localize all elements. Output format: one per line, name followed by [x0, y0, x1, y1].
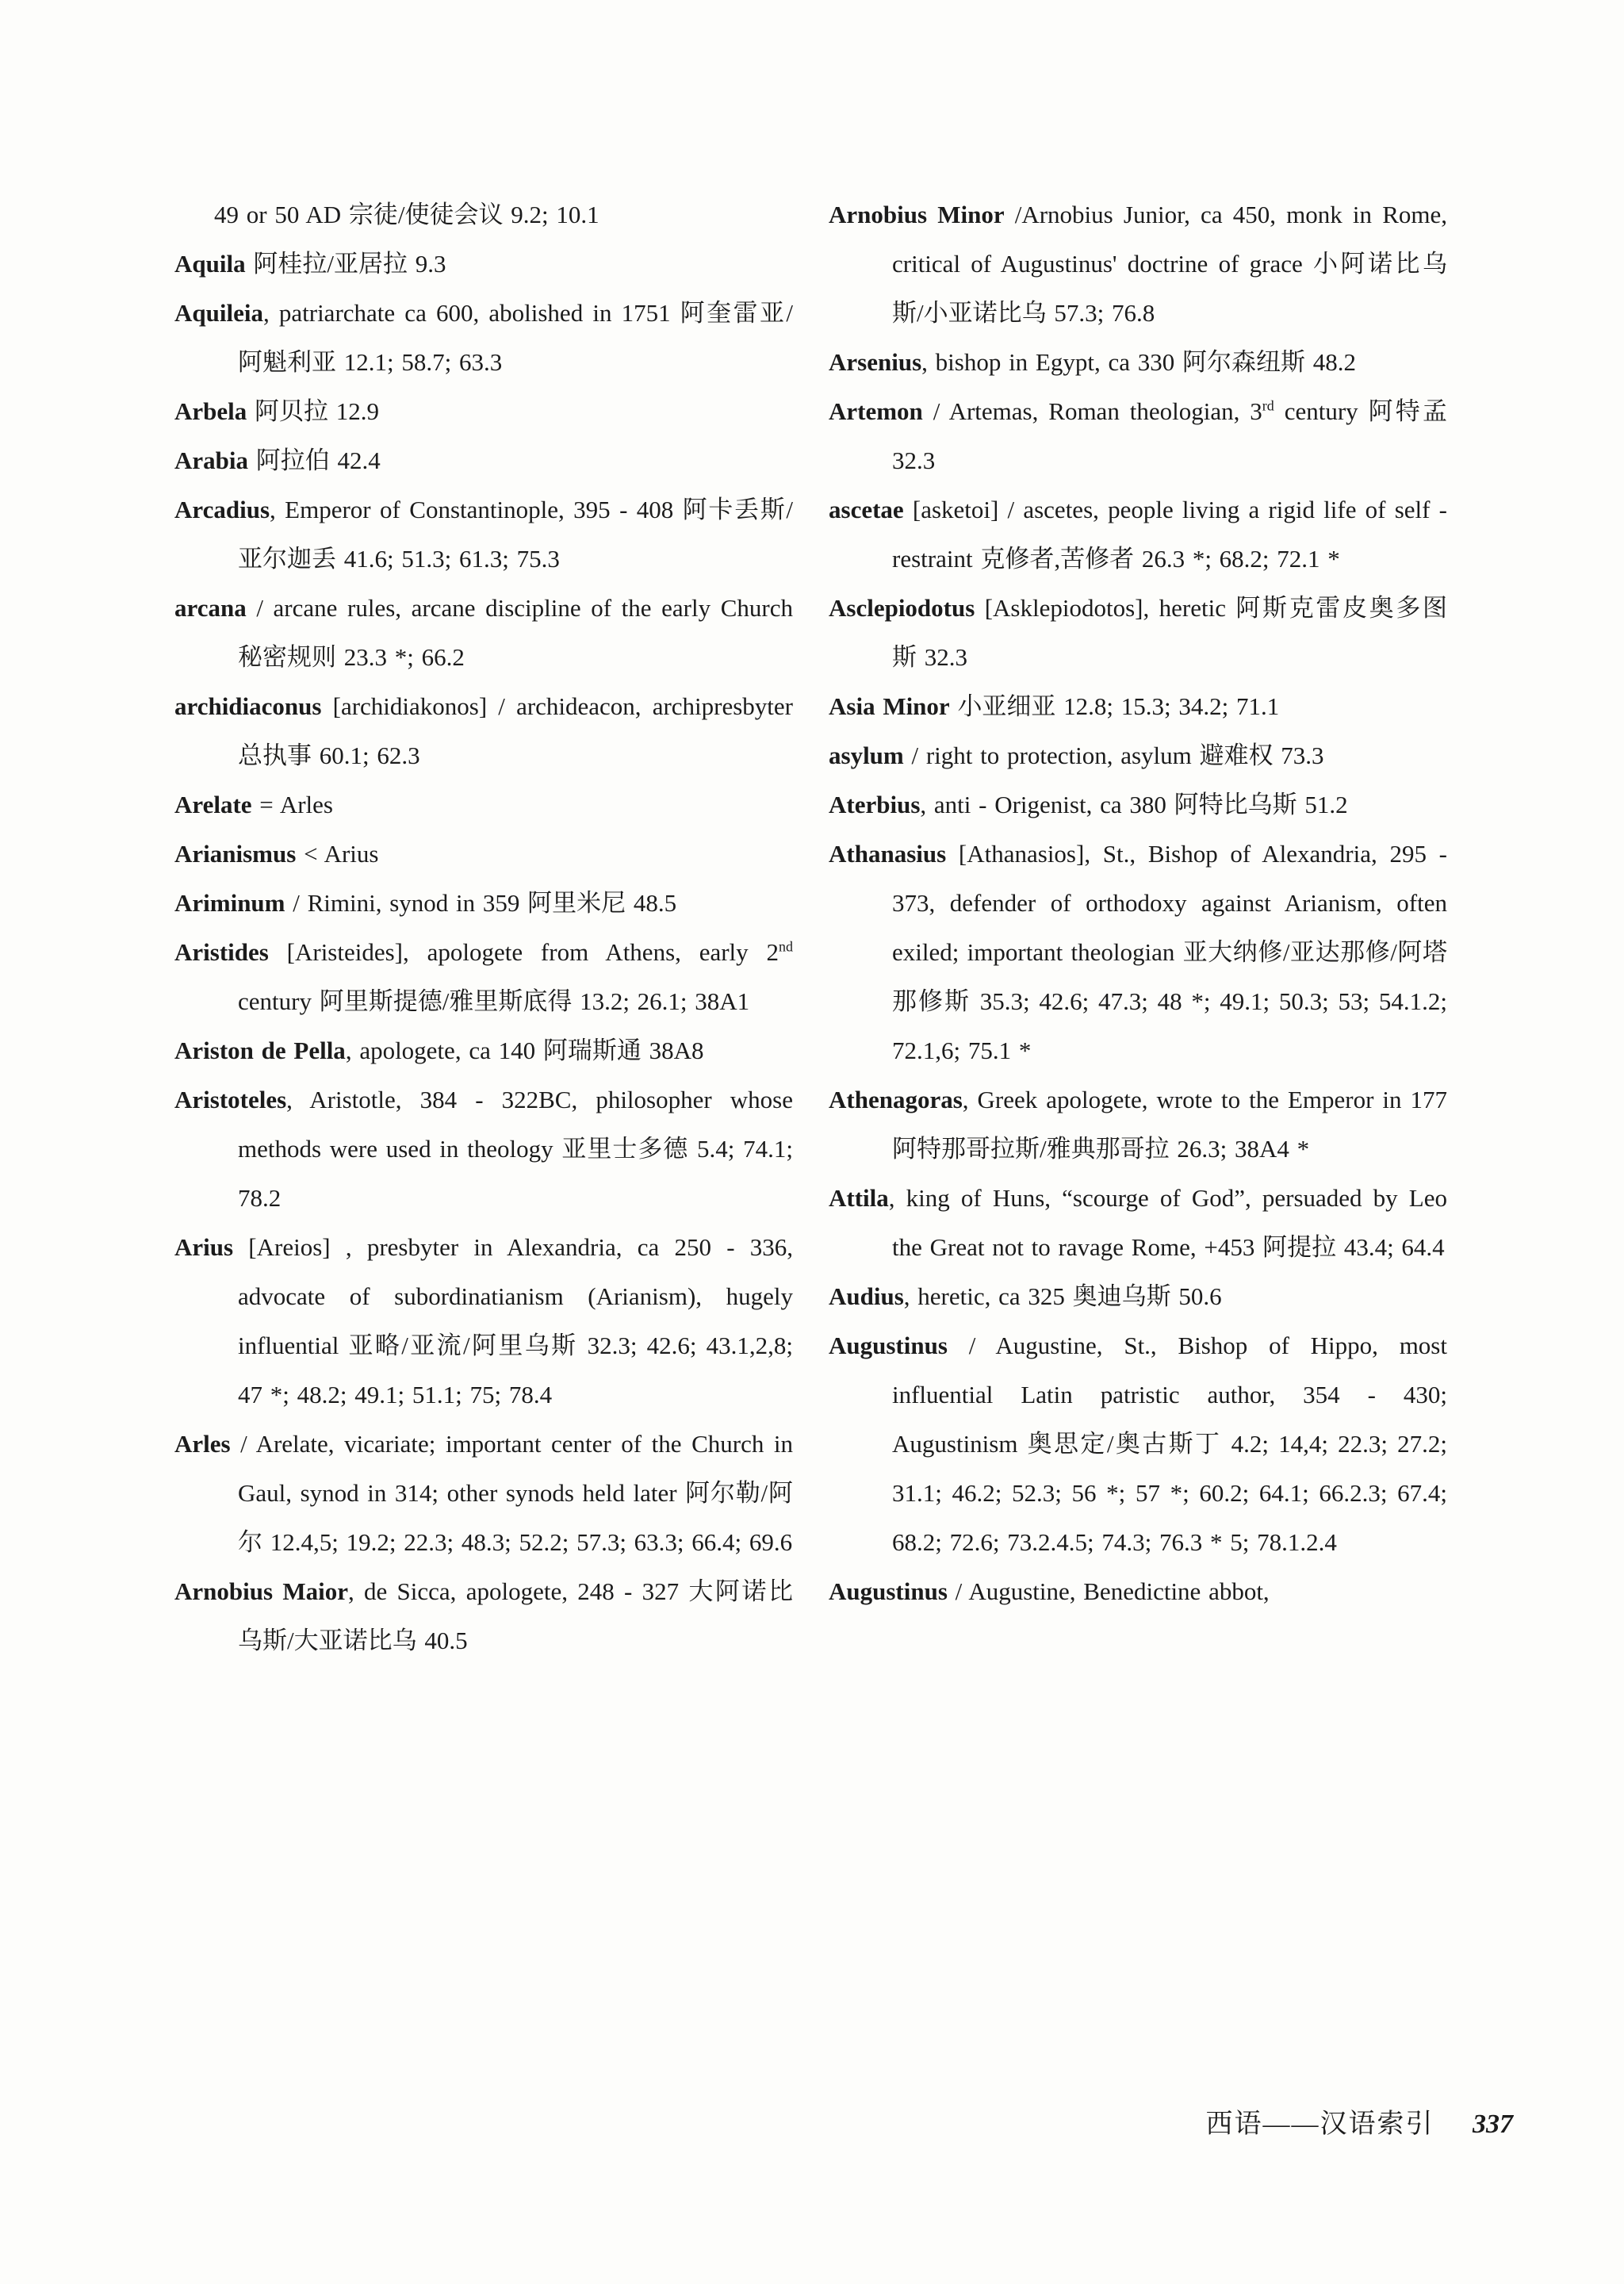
- index-entry-text: 阿贝拉 12.9: [247, 397, 380, 425]
- index-column-right: [829, 190, 1447, 1616]
- index-entry: [174, 1420, 793, 1567]
- index-headword: Ariston de Pella: [174, 1037, 346, 1064]
- page-number: 337: [1473, 2110, 1513, 2139]
- index-entry: [174, 1026, 793, 1075]
- index-entry: [829, 682, 1447, 731]
- index-entry: [174, 1075, 793, 1223]
- index-entry-text: 49 or 50 AD 宗徒/使徒会议 9.2; 10.1: [214, 201, 599, 228]
- index-headword: Aristides: [174, 938, 269, 966]
- index-entry-text: [archidiakonos] / archideacon, archipresbyter 总执事 60.1; 62.3: [238, 692, 793, 769]
- index-entry-text: / Rimini, synod in 359 阿里米尼 48.5: [285, 889, 677, 917]
- index-entry: [829, 1321, 1447, 1567]
- index-entry-text: , heretic, ca 325 奥迪乌斯 50.6: [903, 1282, 1222, 1310]
- index-headword: Artemon: [829, 397, 923, 425]
- index-headword: Arsenius: [829, 348, 922, 376]
- index-entry-text: [Athanasios], St., Bishop of Alexandria, 295 - 373, defender of orthodoxy against Arianism, often exiled; important theologian 亚大纳修/亚达那修/阿塔那修斯 35.3; 42.6; 47.3; 48 *; 49.1; 50.3; 53; 54.1.2; 72.1,6; 75.1 *: [892, 840, 1447, 1064]
- index-entry-text: / Augustine, St., Bishop of Hippo, most influential Latin patristic author, 354 - 430; Augustinism 奥思定/奥古斯丁 4.2; 14,4; 22.3; 27.2; 31.1; 46.2; 52.3; 56 *; 57 *; 60.2; 64.1; 66.2.3; 67.4; 68.2; 72.6; 73.2.4.5; 74.3; 76.3 * 5; 78.1.2.4: [892, 1332, 1447, 1556]
- index-headword: arcana: [174, 594, 247, 622]
- index-headword: Arius: [174, 1233, 234, 1261]
- index-headword: Audius: [829, 1282, 904, 1310]
- index-entry: [829, 190, 1447, 338]
- ordinal-superscript: rd: [1262, 397, 1274, 414]
- index-entry: [174, 387, 793, 436]
- index-entry-text: [Asklepiodotos], heretic 阿斯克雷皮奥多图斯 32.3: [892, 594, 1447, 671]
- index-headword: Arelate: [174, 791, 252, 818]
- running-footer-title: 西语——汉语索引: [1205, 2110, 1434, 2139]
- index-entry-text: / right to protection, asylum 避难权 73.3: [903, 742, 1324, 769]
- index-headword: Arbela: [174, 397, 247, 425]
- index-entry: [829, 731, 1447, 780]
- index-headword: ascetae: [829, 496, 904, 523]
- index-entry-text: , Emperor of Constantinople, 395 - 408 阿卡丢斯/亚尔迦丢 41.6; 51.3; 61.3; 75.3: [238, 496, 793, 573]
- index-entry: [174, 682, 793, 780]
- index-entry: [829, 830, 1447, 1075]
- index-headword: Arabia: [174, 446, 248, 474]
- index-entry-text: , anti - Origenist, ca 380 阿特比乌斯 51.2: [920, 791, 1348, 818]
- index-entry: [829, 584, 1447, 682]
- index-entry: [174, 289, 793, 387]
- index-entry-text: / Augustine, Benedictine abbot,: [947, 1577, 1270, 1605]
- index-entry: [829, 485, 1447, 584]
- index-headword: asylum: [829, 742, 904, 769]
- index-entry-text: , bishop in Egypt, ca 330 阿尔森纽斯 48.2: [921, 348, 1356, 376]
- index-headword: Arianismus: [174, 840, 297, 868]
- index-headword: Attila: [829, 1184, 889, 1212]
- index-entry-text: , king of Huns, “scourge of God”, persuaded by Leo the Great not to ravage Rome, +453 阿提拉 43.4; 64.4: [888, 1184, 1447, 1261]
- index-entry-text: / Artemas, Roman theologian, 3: [922, 397, 1262, 425]
- index-entry-text: = Arles: [251, 791, 333, 818]
- index-entry-text: /Arnobius Junior, ca 450, monk in Rome, critical of Augustinus' doctrine of grace 小阿诺比乌斯/小亚诺比乌 57.3; 76.8: [892, 201, 1447, 327]
- index-entry-text: , de Sicca, apologete, 248 - 327 大阿诺比乌斯/大亚诺比乌 40.5: [238, 1577, 793, 1654]
- index-entry: [174, 1567, 793, 1665]
- index-entry-text: / Arelate, vicariate; important center of the Church in Gaul, synod in 314; other synods held later 阿尔勒/阿尔 12.4,5; 19.2; 22.3; 48.3; 52.2; 57.3; 63.3; 66.4; 69.6: [230, 1430, 793, 1556]
- index-entry: [174, 584, 793, 682]
- index-entry-text: 阿拉伯 42.4: [248, 446, 381, 474]
- index-headword: Aquileia: [174, 299, 263, 327]
- index-entry-text: 小亚细亚 12.8; 15.3; 34.2; 71.1: [949, 692, 1280, 720]
- index-entry-text: , apologete, ca 140 阿瑞斯通 38A8: [345, 1037, 704, 1064]
- index-entry: [174, 190, 793, 240]
- index-entry-text: [asketoi] / ascetes, people living a rigid life of self - restraint 克修者,苦修者 26.3 *; 68.2; 72.1 *: [892, 496, 1447, 573]
- ordinal-superscript: nd: [779, 938, 793, 955]
- index-entry: [174, 436, 793, 485]
- index-column-left: [174, 190, 793, 1665]
- index-entry-text: , Aristotle, 384 - 322BC, philosopher whose methods were used in theology 亚里士多德 5.4; 74.1; 78.2: [238, 1086, 793, 1212]
- index-entry: [829, 387, 1447, 485]
- index-entry-text: , patriarchate ca 600, abolished in 1751 阿奎雷亚/阿魁利亚 12.1; 58.7; 63.3: [238, 299, 793, 376]
- index-entry: [174, 240, 793, 289]
- index-headword: Arnobius Minor: [829, 201, 1005, 228]
- index-entry-text: 阿桂拉/亚居拉 9.3: [245, 250, 446, 278]
- index-entry: [829, 1075, 1447, 1174]
- index-entry-text: , Greek apologete, wrote to the Emperor in 177 阿特那哥拉斯/雅典那哥拉 26.3; 38A4 *: [892, 1086, 1447, 1163]
- index-headword: archidiaconus: [174, 692, 322, 720]
- index-headword: Athanasius: [829, 840, 947, 868]
- index-entry: [829, 338, 1447, 387]
- index-headword: Aquila: [174, 250, 246, 278]
- index-entry: [174, 485, 793, 584]
- index-headword: Arnobius Maior: [174, 1577, 348, 1605]
- index-entry: [829, 780, 1447, 830]
- index-headword: Aristoteles: [174, 1086, 287, 1113]
- index-entry-text: < Arius: [296, 840, 379, 868]
- page-footer: [1206, 2102, 1514, 2140]
- index-headword: Athenagoras: [829, 1086, 963, 1113]
- index-headword: Aterbius: [829, 791, 921, 818]
- index-headword: Asclepiodotus: [829, 594, 975, 622]
- index-entry-text: / arcane rules, arcane discipline of the early Church 秘密规则 23.3 *; 66.2: [238, 594, 793, 671]
- index-entry-text: [Aristeides], apologete from Athens, early 2: [268, 938, 779, 966]
- index-entry: [174, 1223, 793, 1420]
- index-entry: [174, 928, 793, 1026]
- index-entry: [174, 780, 793, 830]
- index-entry: [829, 1174, 1447, 1272]
- index-headword: Augustinus: [829, 1577, 948, 1605]
- index-headword: Ariminum: [174, 889, 285, 917]
- index-entry-text: [Areios] , presbyter in Alexandria, ca 250 - 336, advocate of subordinatianism (Arianism), hugely influential 亚略/亚流/阿里乌斯 32.3; 42.6; 43.1,2,8; 47 *; 48.2; 49.1; 51.1; 75; 78.4: [233, 1233, 793, 1408]
- index-entry-text: century 阿特孟 32.3: [892, 397, 1447, 474]
- index-headword: Asia Minor: [829, 692, 950, 720]
- index-entry: [829, 1567, 1447, 1616]
- index-entry-text: century 阿里斯提德/雅里斯底得 13.2; 26.1; 38A1: [238, 987, 750, 1015]
- index-headword: Augustinus: [829, 1332, 948, 1359]
- index-entry: [174, 879, 793, 928]
- index-headword: Arcadius: [174, 496, 270, 523]
- index-entry: [174, 830, 793, 879]
- index-headword: Arles: [174, 1430, 231, 1458]
- index-entry: [829, 1272, 1447, 1321]
